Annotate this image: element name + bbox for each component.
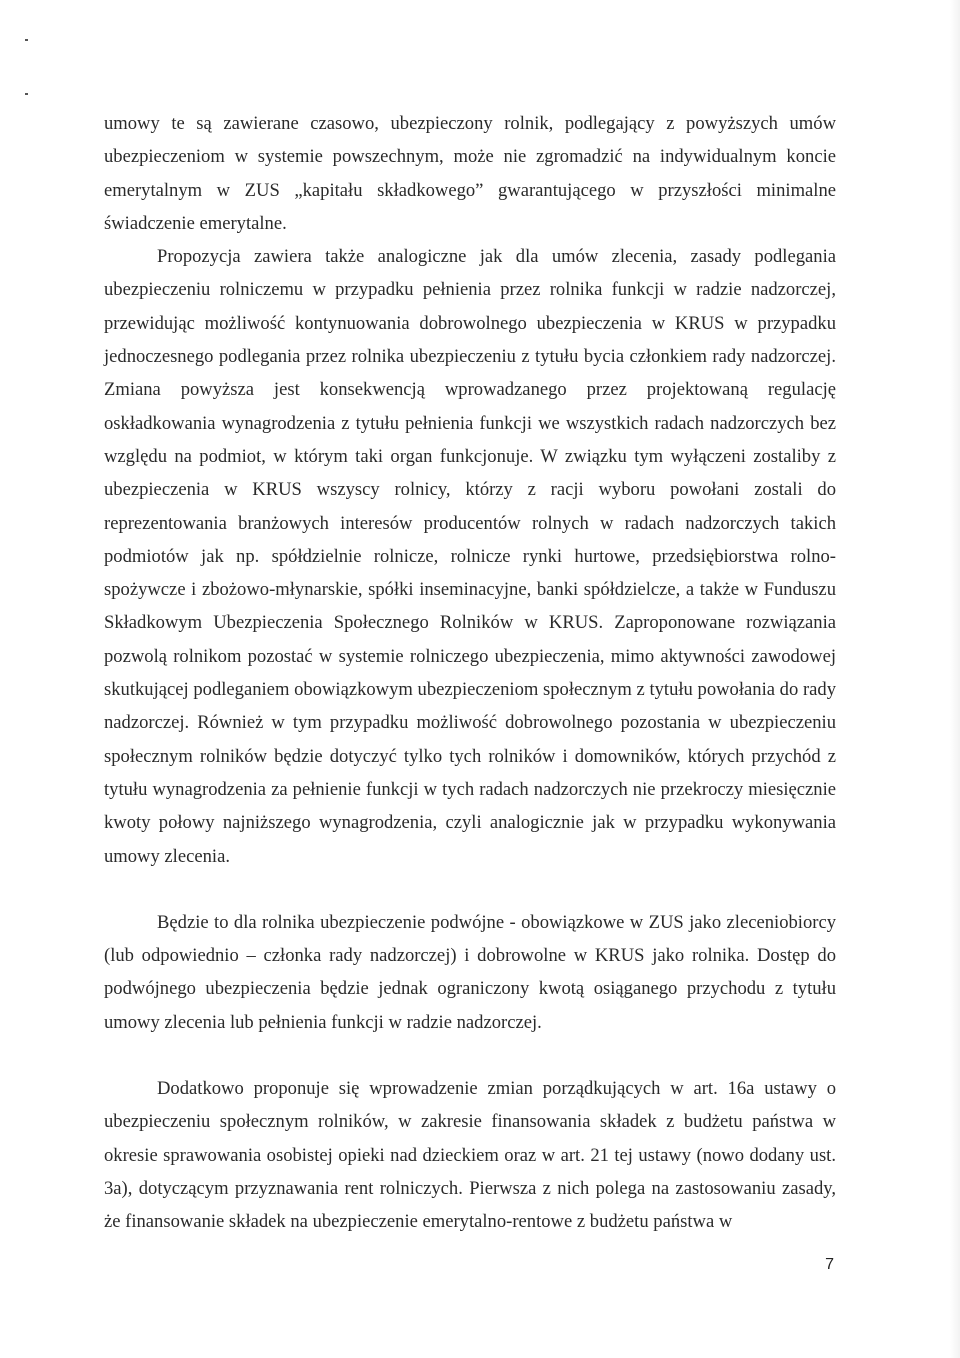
paragraph-supervisory-board: Propozycja zawiera także analogiczne jak dla umów zlecenia, zasady podlegania ubezpieczeniu rolniczemu w przypadku pełnienia przez rolnika funkcji w radzie nadzorczej, przewidując możliwość kontynuowania dobrowolnego ubezpieczenia w KRUS w przypadku jednoczesnego podlegania przez rolnika ubezpieczeniu z tytułu bycia członkiem rady nadzorczej. Zmiana powyższa jest konsekwencją wprowadzanego przez projektowaną regulację oskładkowania wynagrodzenia z tytułu pełnienia funkcji we wszystkich radach nadzorczych bez względu na podmiot, w którym taki organ funkcjonuje. W związku tym wyłączeni zostaliby z ubezpieczenia w KRUS wszyscy rolnicy, którzy z racji wyboru powołani zostali do reprezentowania branżowych interesów producentów rolnych w radach nadzorczych takich podmiotów jak np. spółdzielnie rolnicze, rolnicze rynki hurtowe, przedsiębiorstwa rolno-spożywcze i zbożowo-młynarskie, spółki inseminacyjne, banki spółdzielcze, a także w Funduszu Składkowym Ubezpieczenia Społecznego Rolników w KRUS. Zaproponowane rozwiązania pozwolą rolnikom pozostać w systemie rolniczego ubezpieczenia, mimo aktywności zawodowej skutkującej podleganiem obowiązkowym ubezpieczeniom społecznym z tytułu powołania do rady nadzorczej. Również w tym przypadku możliwość dobrowolnego pozostania w ubezpieczeniu społecznym rolników będzie dotyczyć tylko tych rolników i domowników, których przychód z tytułu wynagrodzenia za pełnienie funkcji w tych radach nadzorczych nie przekroczy miesięcznie kwoty połowy najniższego wynagrodzenia, czyli analogicznie jak w przypadku wykonywania umowy zlecenia.: [104, 246, 836, 867]
paragraph-continued: umowy te są zawierane czasowo, ubezpieczony rolnik, podlegający z powyższych umów ubezpieczeniom w systemie powszechnym, może nie zgromadzić na indywidualnym koncie emerytalnym w ZUS „kapitału składkowego” gwarantującego w przyszłości minimalne świadczenie emerytalne.: [104, 113, 836, 234]
scan-speck-top: [25, 39, 28, 41]
scan-page-edge: [950, 0, 960, 1358]
page-number: 7: [825, 1256, 834, 1273]
document-body: [104, 107, 836, 1239]
paragraph-double-insurance: Będzie to dla rolnika ubezpieczenie podwójne - obowiązkowe w ZUS jako zleceniobiorcy (lub odpowiednio – członka rady nadzorczej) i dobrowolne w KRUS jako rolnika. Dostęp do podwójnego ubezpieczenia będzie jednak ograniczony kwotą osiąganego przychodu z tytułu umowy zlecenia lub pełnienia funkcji w radzie nadzorczej.: [104, 911, 836, 1033]
scan-speck-second: [25, 93, 28, 95]
paragraph-additional-changes: Dodatkowo proponuje się wprowadzenie zmian porządkujących w art. 16a ustawy o ubezpieczeniu społecznym rolników, w zakresie finansowania składek z budżetu państwa w okresie sprawowania osobistej opieki nad dzieckiem oraz w art. 21 tej ustawy (nowo dodany ust. 3a), dotyczącym przyznawania rent rolniczych. Pierwsza z nich polega na zastosowaniu zasady, że finansowanie składek na ubezpieczenie emerytalno-rentowe z budżetu państwa w: [104, 1078, 836, 1233]
